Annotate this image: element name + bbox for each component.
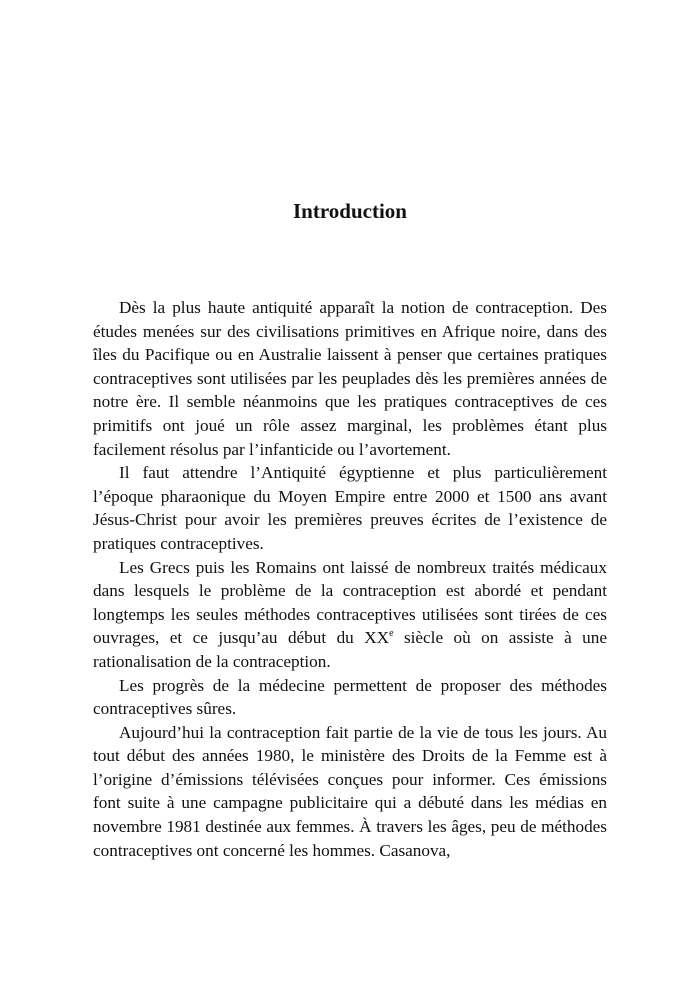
paragraph-medicine: Les progrès de la médecine permettent de proposer des méthodes contraceptives sûres.	[93, 675, 607, 719]
paragraph-egypt: Il faut attendre l’Antiquité égyptienne et plus particulièrement l’époque pharaonique du Moyen Empire entre 2000 et 1500 ans avant Jésus-Christ pour avoir les premières preuves écrites de l’existence de pratiques contraceptives.	[93, 463, 607, 553]
paragraph-today: Aujourd’hui la contraception fait partie de la vie de tous les jours. Au tout début des années 1980, le ministère des Droits de la Femme est à l’origine d’émissions télévisées conçues pour informer. Ces émissions font suite à une campagne publicitaire qui a débuté dans les médias en novembre 1981 destinée aux femmes. À travers les âges, peu de méthodes contraceptives ont concerné les hommes. Casanova,	[93, 722, 607, 860]
page-title: Introduction	[293, 199, 407, 223]
paragraph-greeks-romans	[93, 556, 607, 674]
body-text	[93, 296, 607, 862]
paragraph-antiquity: Dès la plus haute antiquité apparaît la notion de contraception. Des études menées sur des civilisations primitives en Afrique noire, dans des îles du Pacifique ou en Australie laissent à penser que certaines pratiques contraceptives sont utilisées par les peuplades dès les premières années de notre ère. Il semble néanmoins que les pratiques contraceptives de ces primitifs ont joué un rôle assez marginal, les problèmes étant plus facilement résolus par l’infanticide ou l’avortement.	[93, 298, 607, 459]
century-superscript: e	[389, 628, 394, 640]
paragraph-greeks-romans-text-end: siècle où on assiste à une rationalisation de la contraception.	[93, 628, 607, 671]
paragraph-greeks-romans-text: Les Grecs puis les Romains ont laissé de nombreux traités médicaux dans lesquels le problème de la contraception est abordé et pendant longtemps les seules méthodes contraceptives utilisées sont tirées de ces ouvrages, et ce jusqu’au début du XX	[93, 557, 607, 648]
